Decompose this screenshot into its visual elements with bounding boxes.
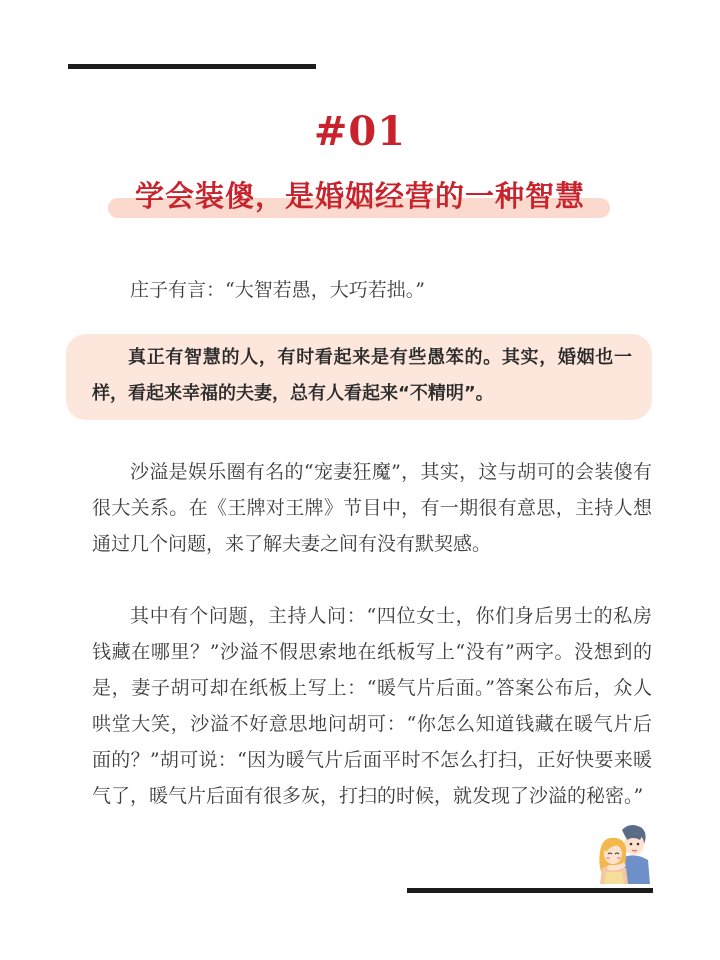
bottom-divider <box>407 888 653 893</box>
highlight-paragraph: 真正有智慧的人，有时看起来是有些愚笨的。其实，婚姻也一样，看起来幸福的夫妻，总有人看起来“不精明”。 <box>92 347 632 404</box>
body-paragraph-1: 沙溢是娱乐圈有名的“宠妻狂魔”，其实，这与胡可的会装傻有很大关系。在《王牌对王牌》节目中，有一期很有意思，主持人想通过几个问题，来了解夫妻之间有没有默契感。 <box>92 461 652 555</box>
section-title: 学会装傻，是婚姻经营的一种智慧 <box>134 179 585 213</box>
body-paragraph-2: 其中有个问题，主持人问：“四位女士，你们身后男士的私房钱藏在哪里？”沙溢不假思索地在纸板写上“没有”两字。没想到的是，妻子胡可却在纸板上写上：“暖气片后面。”答案公布后，众人哄堂大笑，沙溢不好意思地问胡可：“你怎么知道钱藏在暖气片后面的？”胡可说：“因为暖气片后面平时不怎么打扫，正好快要来暖气了，暖气片后面有很多灰，打扫的时候，就发现了沙溢的秘密。” <box>92 605 652 807</box>
section-number: #01 <box>313 108 407 155</box>
hugging-couple-illustration <box>596 822 652 884</box>
quote-paragraph: 庄子有言：“大智若愚，大巧若拙。” <box>130 279 425 301</box>
top-divider <box>68 64 316 69</box>
